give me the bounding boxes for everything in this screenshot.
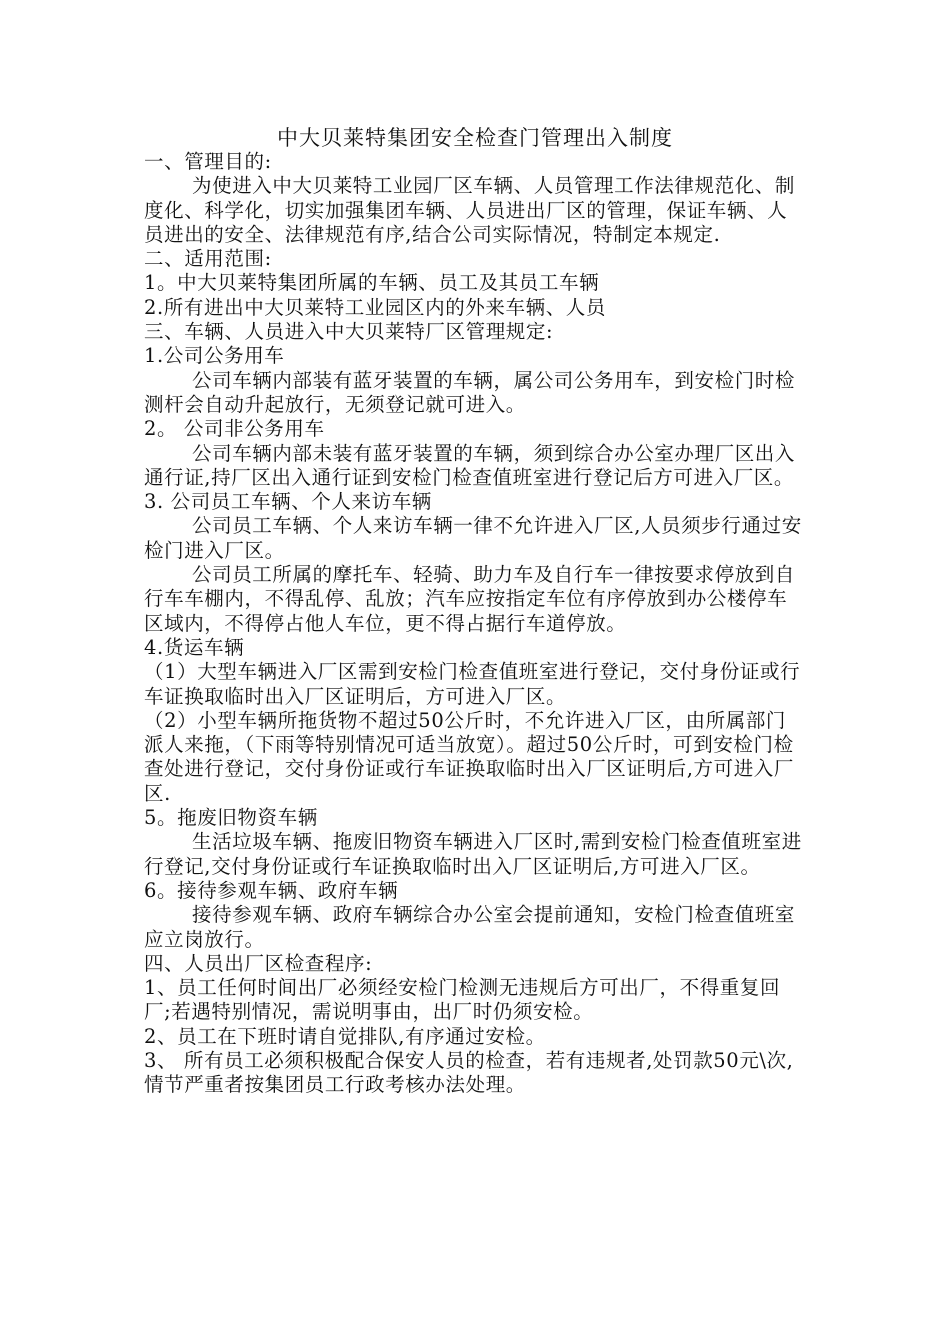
section-heading-scope: 二、适用范围: bbox=[144, 247, 272, 271]
document-title: 中大贝莱特集团安全检查门管理出入制度 bbox=[277, 126, 673, 150]
rule-2-title: 2。 公司非公务用车 bbox=[144, 417, 325, 441]
rule-1-paragraph: 公司车辆内部装有蓝牙装置的车辆，属公司公务用车，到安检门时检测杆会自动升起放行，无须登记就可进入。 bbox=[144, 368, 796, 416]
rule-2-paragraph: 公司车辆内部未装有蓝牙装置的车辆，须到综合办公室办理厂区出入通行证,持厂区出入通行证到安检门检查值班室进行登记后方可进入厂区。 bbox=[144, 441, 796, 489]
scope-item-1: 1。中大贝莱特集团所属的车辆、员工及其员工车辆 bbox=[144, 271, 600, 295]
section-heading-rules: 三、车辆、人员进入中大贝莱特厂区管理规定: bbox=[144, 320, 554, 344]
rule-5-title: 5。拖废旧物资车辆 bbox=[144, 806, 318, 830]
exit-item-3: 3、 所有员工必须积极配合保安人员的检查，若有违规者,处罚款50元\次,情节严重者按集团员工行政考核办法处理。 bbox=[144, 1048, 794, 1097]
section-heading-exit-procedure: 四、人员出厂区检查程序: bbox=[144, 951, 373, 975]
rule-3-paragraph-1: 公司员工车辆、个人来访车辆一律不允许进入厂区,人员须步行通过安检门进入厂区。 bbox=[144, 514, 802, 562]
rule-3-title: 3. 公司员工车辆、个人来访车辆 bbox=[144, 490, 432, 514]
scope-item-2: 2.所有进出中大贝莱特工业园区内的外来车辆、人员 bbox=[144, 295, 607, 319]
rule-6-paragraph: 接待参观车辆、政府车辆综合办公室会提前通知，安检门检查值班室应立岗放行。 bbox=[144, 903, 796, 951]
exit-item-1: 1、员工任何时间出厂必须经安检门检测无违规后方可出厂，不得重复回厂;若遇特别情况，需说明事由，出厂时仍须安检。 bbox=[144, 976, 781, 1024]
rule-6-title: 6。接待参观车辆、政府车辆 bbox=[144, 878, 399, 902]
rule-3-paragraph-2: 公司员工所属的摩托车、轻骑、助力车及自行车一律按要求停放到自行车车棚内，不得乱停、乱放；汽车应按指定车位有序停放到办公楼停车区域内，不得停占他人车位，更不得占据行车道停放。 bbox=[144, 563, 796, 635]
rule-5-paragraph: 生活垃圾车辆、拖废旧物资车辆进入厂区时,需到安检门检查值班室进行登记,交付身份证或行车证换取临时出入厂区证明后,方可进入厂区。 bbox=[144, 830, 802, 878]
rule-1-title: 1.公司公务用车 bbox=[144, 344, 285, 368]
exit-item-2: 2、员工在下班时请自觉排队,有序通过安检。 bbox=[144, 1024, 546, 1048]
purpose-paragraph: 为使进入中大贝莱特工业园厂区车辆、人员管理工作法律规范化、制度化、科学化，切实加强集团车辆、人员进出厂区的管理，保证车辆、人员进出的安全、法律规范有序,结合公司实际情况，特制定本规定. bbox=[144, 174, 796, 246]
rule-4-item-b: （2）小型车辆所拖货物不超过50公斤时，不允许进入厂区，由所属部门派人来拖，（下雨等特别情况可适当放宽）。超过50公斤时，可到安检门检查处进行登记，交付身份证或行车证换取临时出入厂区证明后,方可进入厂区. bbox=[144, 708, 794, 805]
rule-4-title: 4.货运车辆 bbox=[144, 635, 245, 659]
rule-4-item-a: （1）大型车辆进入厂区需到安检门检查值班室进行登记，交付身份证或行车证换取临时出入厂区证明后，方可进入厂区。 bbox=[144, 660, 801, 708]
section-heading-purpose: 一、管理目的: bbox=[144, 150, 272, 173]
document-body bbox=[144, 150, 804, 1098]
